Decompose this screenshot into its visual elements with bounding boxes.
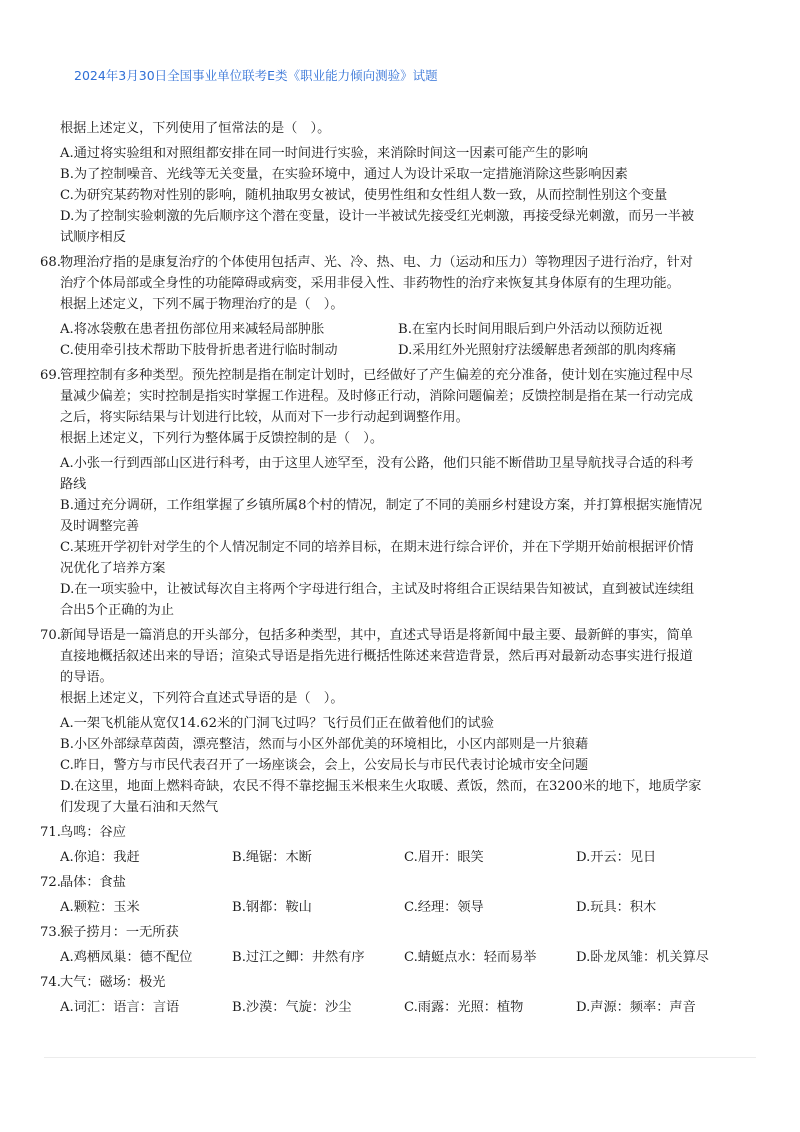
option-b: B.通过充分调研，工作组掌握了乡镇所属8个村的情况，制定了不同的美丽乡村建设方案，并打算根据实施情况 (60, 498, 703, 513)
option-a: A.词汇：语言：言语 (60, 1000, 180, 1015)
question-content (40, 118, 750, 1018)
option-a: A.颗粒：玉米 (60, 900, 140, 915)
question-73 (40, 922, 750, 968)
question-number: 74. (40, 975, 61, 990)
option-c: C.蜻蜓点水：轻而易举 (404, 950, 537, 965)
page-header-title: 2024年3月30日全国事业单位联考E类《职业能力倾向测验》试题 (74, 68, 438, 83)
options-grid (40, 947, 750, 968)
option-a: A.你追：我赶 (60, 850, 140, 865)
question-stem: 根据上述定义，下列使用了恒常法的是（ ）。 (60, 121, 331, 136)
option-a: A.一架飞机能从宽仅14.62米的门洞飞过吗？飞行员们正在做着他们的试验 (60, 716, 494, 731)
option-b: B.钢都：鞍山 (232, 900, 312, 915)
option-d-continued: 试顺序相反 (60, 230, 126, 245)
question-number: 73. (40, 925, 61, 940)
option-a: A.通过将实验组和对照组都安排在同一时间进行实验，来消除时间这一因素可能产生的影响 (60, 146, 589, 161)
option-a: A.鸡栖凤巢：德不配位 (60, 950, 193, 965)
question-74 (40, 972, 750, 1018)
option-b-continued: 及时调整完善 (60, 519, 140, 534)
question-text-line: 的导语。 (60, 670, 113, 685)
option-c: C.雨露：光照：植物 (404, 1000, 524, 1015)
question-stem: 鸟鸣：谷应 (60, 825, 126, 840)
options-grid (40, 319, 750, 361)
option-b: B.小区外部绿草茵茵，漂亮整洁，然而与小区外部优美的环境相比，小区内部则是一片狼藉 (60, 737, 589, 752)
option-d-continued: 合出5个正确的为止 (60, 603, 174, 618)
option-b: B.在室内长时间用眼后到户外活动以预防近视 (398, 322, 663, 337)
option-b: B.沙漠：气旋：沙尘 (232, 1000, 352, 1015)
option-d: D.玩具：积木 (576, 900, 657, 915)
option-d: D.采用红外光照射疗法缓解患者颈部的肌肉疼痛 (398, 343, 677, 358)
option-a: A.将冰袋敷在患者扭伤部位用来减轻局部肿胀 (60, 322, 325, 337)
question-number: 69. (40, 368, 61, 383)
question-stem: 根据上述定义，下列符合直述式导语的是（ ）。 (60, 691, 344, 706)
options-grid (40, 997, 750, 1018)
option-c: C.为研究某药物对性别的影响，随机抽取男女被试，使男性组和女性组人数一致，从而控制性别这个变量 (60, 188, 668, 203)
options-grid (40, 897, 750, 918)
option-a-continued: 路线 (60, 477, 87, 492)
option-d: D.声源：频率：声音 (576, 1000, 696, 1015)
question-69 (40, 365, 750, 621)
page-bottom-divider (44, 1057, 756, 1058)
question-text-line: 新闻导语是一篇消息的开头部分，包括多种类型，其中，直述式导语是将新闻中最主要、最新鲜的事实，简单 (60, 628, 693, 643)
options-grid (40, 847, 750, 868)
question-68 (40, 252, 750, 361)
option-b: B.绳锯：木断 (232, 850, 312, 865)
question-72 (40, 872, 750, 918)
option-d: D.在一项实验中，让被试每次自主将两个字母进行组合，主试及时将组合正误结果告知被试，直到被试连续组 (60, 582, 695, 597)
question-text-line: 物理治疗指的是康复治疗的个体使用包括声、光、冷、热、电、力（运动和压力）等物理因子进行治疗，针对 (60, 255, 693, 270)
option-c: C.经理：领导 (404, 900, 484, 915)
question-stem: 猴子捞月：一无所获 (60, 925, 179, 940)
question-text-line: 管理控制有多种类型。预先控制是指在制定计划时，已经做好了产生偏差的充分准备，使计划在实施过程中尽 (60, 368, 693, 383)
option-c: C.昨日，警方与市民代表召开了一场座谈会，会上，公安局长与市民代表讨论城市安全问题 (60, 758, 589, 773)
question-number: 72. (40, 875, 61, 890)
question-number: 68. (40, 255, 61, 270)
option-d: D.卧龙凤雏：机关算尽 (576, 950, 709, 965)
question-stem: 晶体：食盐 (60, 875, 126, 890)
option-d: D.开云：见日 (576, 850, 657, 865)
option-d: D.为了控制实验刺激的先后顺序这个潜在变量，设计一半被试先接受红光刺激，再接受绿光刺激，而另一半被 (60, 209, 695, 224)
question-67-tail (40, 118, 750, 248)
option-b: B.过江之鲫：井然有序 (232, 950, 365, 965)
option-d-continued: 们发现了大量石油和天然气 (60, 800, 219, 815)
question-stem: 根据上述定义，下列行为整体属于反馈控制的是（ ）。 (60, 431, 384, 446)
question-text-line: 之后，将实际结果与计划进行比较，从而对下一步行动起到调整作用。 (60, 410, 469, 425)
option-b: B.为了控制噪音、光线等无关变量，在实验环境中，通过人为设计采取一定措施消除这些影响因素 (60, 167, 628, 182)
option-c: C.眉开：眼笑 (404, 850, 484, 865)
question-71 (40, 822, 750, 868)
question-stem: 根据上述定义，下列不属于物理治疗的是（ ）。 (60, 297, 344, 312)
question-number: 70. (40, 628, 61, 643)
option-c: C.某班开学初针对学生的个人情况制定不同的培养目标，在期末进行综合评价，并在下学期开始前根据评价情 (60, 540, 694, 555)
question-text-line: 治疗个体局部或全身性的功能障碍或病变，采用非侵入性、非药物性的治疗来恢复其身体原有的生理功能。 (60, 276, 680, 291)
question-text-line: 量减少偏差；实时控制是指实时掌握工作进程。及时修正行动，消除问题偏差；反馈控制是指在某一行动完成 (60, 389, 693, 404)
question-stem: 大气：磁场：极光 (60, 975, 166, 990)
question-number: 71. (40, 825, 61, 840)
question-70 (40, 625, 750, 818)
option-c: C.使用牵引技术帮助下肢骨折患者进行临时制动 (60, 343, 338, 358)
option-a: A.小张一行到西部山区进行科考，由于这里人迹罕至，没有公路，他们只能不断借助卫星导航找寻合适的科考 (60, 456, 694, 471)
option-c-continued: 况优化了培养方案 (60, 561, 166, 576)
option-d: D.在这里，地面上燃料奇缺，农民不得不靠挖掘玉米根来生火取暖、煮饭，然而，在3200米的地下，地质学家 (60, 779, 702, 794)
question-text-line: 直接地概括叙述出来的导语；渲染式导语是指先进行概括性陈述来营造背景，然后再对最新动态事实进行报道 (60, 649, 693, 664)
